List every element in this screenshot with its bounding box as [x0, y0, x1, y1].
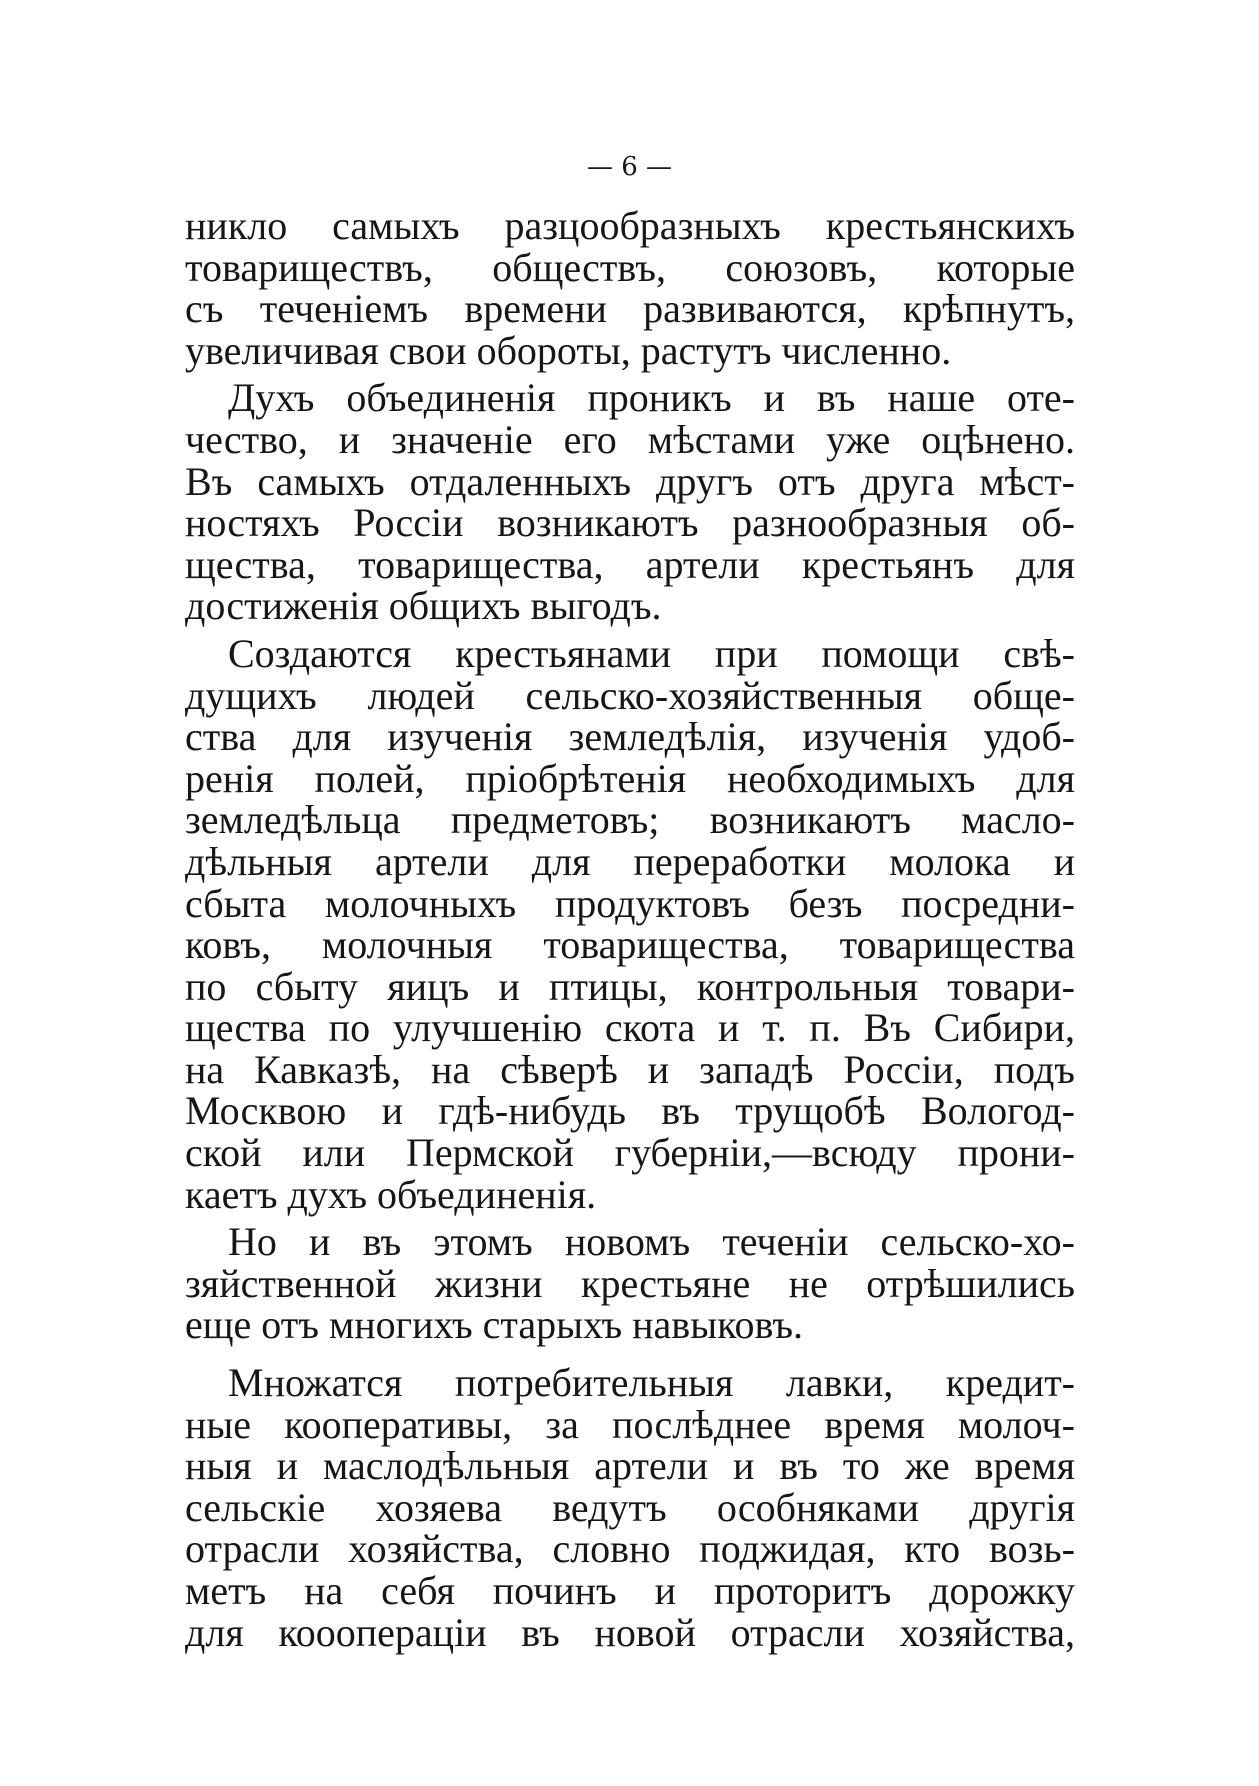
paragraph-4	[185, 1221, 1075, 1346]
text-line: метъ на себя починъ и проторитъ дорожку	[185, 1568, 1075, 1613]
text-line: товариществъ, обществъ, союзовъ, которые	[185, 244, 1075, 290]
text-line: Множатся потребительныя лавки, кредит-	[228, 1360, 1075, 1406]
text-line: Москвою и гдѣ-нибудь въ трущобѣ Вологод-	[185, 1088, 1075, 1134]
text-line: Создаются крестьянами при помощи свѣ-	[228, 630, 1075, 676]
text-line: Духъ объединенія проникъ и въ наше оте-	[228, 375, 1075, 421]
text-line: Но и въ этомъ новомъ теченіи сельско-хо-	[228, 1219, 1075, 1265]
paragraph-1	[185, 205, 1075, 371]
text-line: никло самыхъ разцообразныхъ крестьянскихъ	[185, 203, 1075, 248]
text-line: сельскіе хозяева ведутъ особняками другія	[185, 1484, 1075, 1530]
text-line: ные кооперативы, за послѣднее время молоч-	[185, 1401, 1075, 1447]
text-line: каетъ духъ объединенія.	[185, 1171, 597, 1217]
text-line: ныя и маслодѣльныя артели и въ то же время	[185, 1443, 1075, 1489]
text-line: ства для изученія земледѣлія, изученія удоб-	[185, 714, 1075, 760]
text-line: ской или Пермской губерніи,—всюду прони-	[185, 1130, 1075, 1176]
text-line: щества, товарищества, артели крестьянъ для	[185, 541, 1075, 587]
text-line: для кооопераціи въ новой отрасли хозяйства,	[185, 1609, 1075, 1655]
paragraph-2	[185, 377, 1075, 627]
text-line: дущихъ людей сельско-хозяйственныя обще-	[185, 672, 1075, 718]
text-line: ренія полей, пріобрѣтенія необходимыхъ для	[185, 755, 1075, 801]
text-line: достиженія общихъ выгодъ.	[185, 583, 662, 629]
text-line: сбыта молочныхъ продуктовъ безъ посредни-	[185, 880, 1075, 926]
text-line: дѣльныя артели для переработки молока и	[185, 838, 1075, 884]
text-line: по сбыту яицъ и птицы, контрольныя товари-	[185, 963, 1075, 1009]
text-line: зяйственной жизни крестьяне не отрѣшились	[185, 1260, 1075, 1306]
page-number: — 6 —	[586, 152, 673, 182]
text-line: Въ самыхъ отдаленныхъ другъ отъ друга мѣст-	[185, 458, 1075, 504]
body-text	[185, 205, 1075, 1653]
paragraph-5	[185, 1362, 1075, 1653]
text-line: отрасли хозяйства, словно поджидая, кто возь-	[185, 1526, 1075, 1572]
text-line: ковъ, молочныя товарищества, товарищества	[185, 922, 1075, 968]
paragraph-3	[185, 630, 1075, 1217]
text-line: увеличивая свои обороты, растутъ численно.	[185, 327, 952, 373]
text-line: еще отъ многихъ старыхъ навыковъ.	[185, 1302, 804, 1348]
text-line: съ теченіемъ времени развиваются, крѣпнутъ,	[185, 286, 1075, 332]
text-line: щества по улучшенію скота и т. п. Въ Сибири,	[185, 1005, 1075, 1051]
text-line: ностяхъ Россіи возникаютъ разнообразныя об-	[185, 500, 1075, 546]
text-line: земледѣльца предметовъ; возникаютъ масло-	[185, 797, 1075, 843]
text-line: на Кавказѣ, на сѣверѣ и западѣ Россіи, подъ	[185, 1046, 1075, 1092]
text-line: чество, и значеніе его мѣстами уже оцѣнено.	[185, 416, 1075, 462]
